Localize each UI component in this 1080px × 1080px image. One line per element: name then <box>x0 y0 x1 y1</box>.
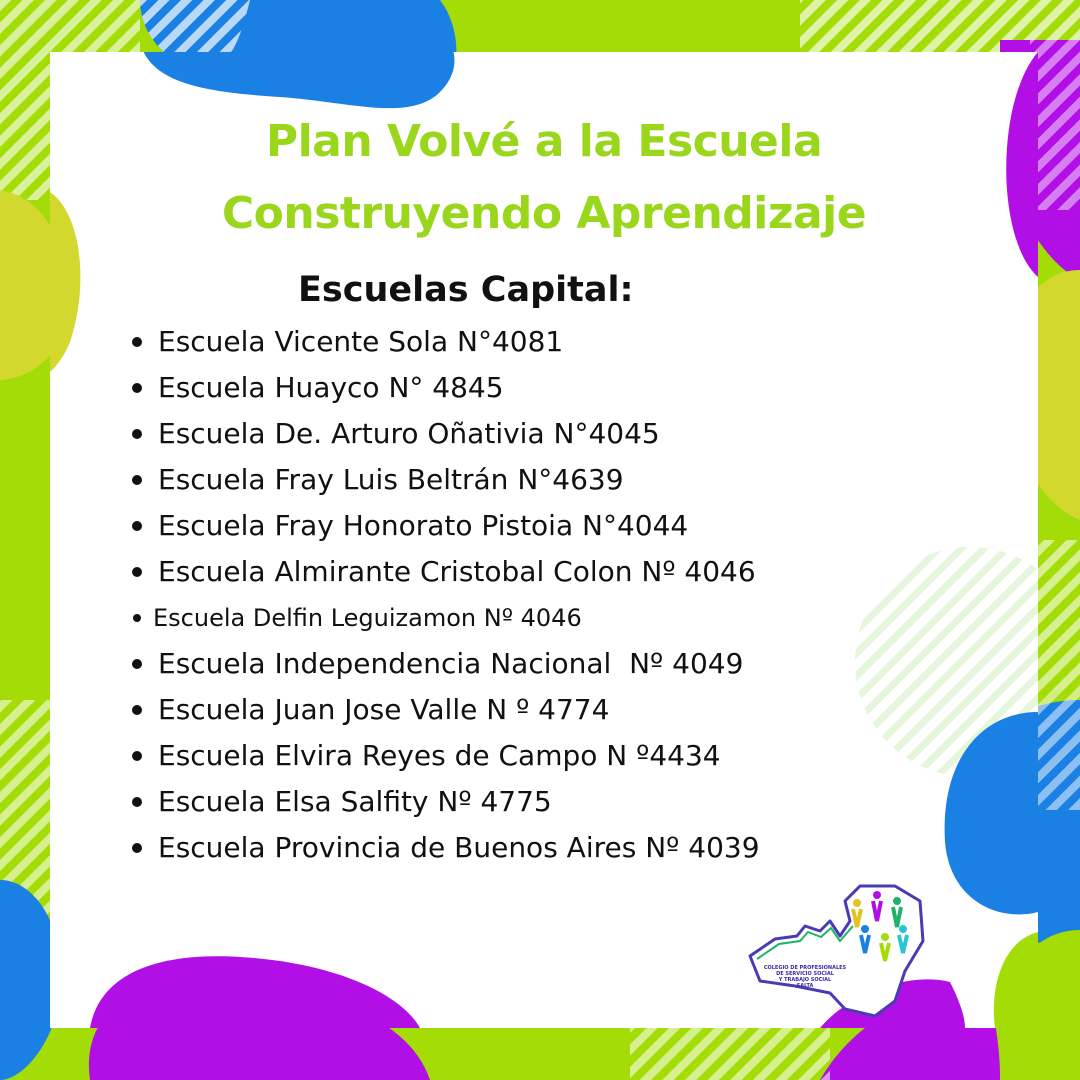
bullet-icon <box>132 475 142 485</box>
school-name: Escuela Huayco N° 4845 <box>158 371 504 404</box>
school-list <box>132 324 760 876</box>
bullet-icon <box>132 751 142 761</box>
bullet-icon <box>132 659 142 669</box>
school-name: Escuela Independencia Nacional Nº 4049 <box>158 647 744 680</box>
school-name: Escuela De. Arturo Oñativia N°4045 <box>158 417 660 450</box>
list-item <box>132 600 760 646</box>
bullet-icon <box>132 705 142 715</box>
content-card <box>50 52 1038 1028</box>
school-name: Escuela Vicente Sola N°4081 <box>158 325 564 358</box>
svg-text:Y TRABAJO SOCIAL: Y TRABAJO SOCIAL <box>778 977 832 983</box>
school-name: Escuela Delfin Leguizamon Nº 4046 <box>153 604 582 632</box>
svg-text:SALTA: SALTA <box>796 983 814 989</box>
list-item <box>132 738 760 784</box>
bullet-icon <box>132 337 142 347</box>
bullet-icon <box>132 843 142 853</box>
svg-text:DE SERVICIO SOCIAL: DE SERVICIO SOCIAL <box>776 971 834 977</box>
bullet-icon <box>132 429 142 439</box>
school-name: Escuela Almirante Cristobal Colon Nº 4046 <box>158 555 756 588</box>
school-name: Escuela Juan Jose Valle N º 4774 <box>158 693 610 726</box>
list-item <box>132 784 760 830</box>
list-item <box>132 554 760 600</box>
school-name: Escuela Elsa Salfity Nº 4775 <box>158 785 552 818</box>
school-name: Escuela Fray Luis Beltrán N°4639 <box>158 463 624 496</box>
school-name: Escuela Fray Honorato Pistoia N°4044 <box>158 509 689 542</box>
list-item <box>132 416 760 462</box>
school-name: Escuela Elvira Reyes de Campo N º4434 <box>158 739 721 772</box>
list-item <box>132 508 760 554</box>
list-item <box>132 324 760 370</box>
svg-text:COLEGIO DE PROFESIONALES: COLEGIO DE PROFESIONALES <box>763 965 847 971</box>
section-heading: Escuelas Capital: <box>298 270 634 310</box>
bullet-icon <box>132 383 142 393</box>
list-item <box>132 370 760 416</box>
organization-logo <box>745 881 927 1023</box>
title-line-2: Construyendo Aprendizaje <box>221 188 867 239</box>
bullet-icon <box>133 614 141 622</box>
list-item <box>132 646 760 692</box>
bullet-icon <box>132 521 142 531</box>
bullet-icon <box>132 567 142 577</box>
list-item <box>132 830 760 876</box>
title-line-1: Plan Volvé a la Escuela <box>265 116 823 167</box>
bullet-icon <box>132 797 142 807</box>
list-item <box>132 462 760 508</box>
school-name: Escuela Provincia de Buenos Aires Nº 4039 <box>158 831 760 864</box>
list-item <box>132 692 760 738</box>
